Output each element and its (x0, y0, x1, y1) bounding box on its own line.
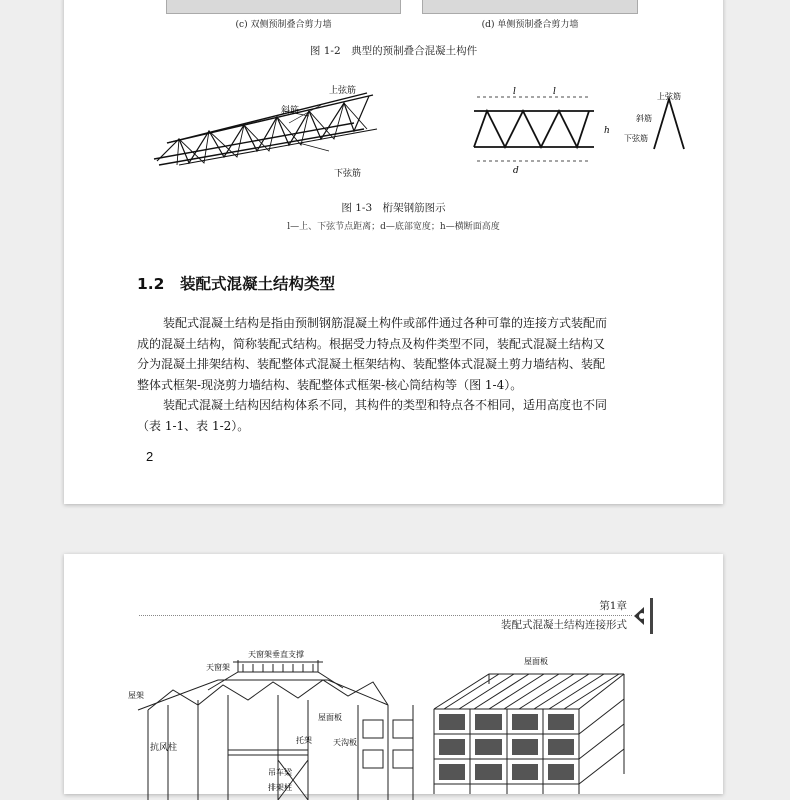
dimension-l-top: l (513, 87, 516, 97)
paragraph-1-line-4: 整体式框架-现浇剪力墙结构、装配整体式框架-核心筒结构等（图 1-4）。 (137, 377, 523, 392)
photo-caption-d: (d) 单侧预制叠合剪力墙 (481, 20, 579, 30)
figure-1-3-note: l—上、下弦节点距离；d—底部宽度；h—横断面高度 (287, 222, 500, 232)
body-paragraph-1 (137, 313, 672, 436)
label-lower-chord-left: 下弦筋 (334, 169, 362, 179)
dimension-l-top-2: l (553, 87, 556, 97)
paragraph-2-line-1: 装配式混凝土结构因结构体系不同，其构件的类型和特点各不相同，适用高度也不同 (163, 398, 608, 412)
paragraph-1-line-2: 成的混凝土结构，简称装配式结构。根据受力特点及构件类型不同，装配式混凝土结构又 (137, 336, 606, 351)
chapter-mark-icon (632, 598, 656, 634)
label-lower-chord-right: 下弦筋 (624, 134, 648, 143)
label-diagonal-left: 斜筋 (281, 106, 300, 116)
truss-elevation-drawing (474, 111, 594, 147)
label-diagonal-right: 斜筋 (636, 114, 652, 123)
label-skylight-bracing: 天窗架垂直支撑 (248, 650, 304, 659)
label-skylight-frame: 天窗架 (206, 663, 230, 672)
truss-section-drawing (654, 99, 684, 149)
bent-structure-drawing (128, 650, 418, 800)
dimension-d-bottom: d (513, 166, 519, 176)
label-upper-chord-right: 上弦筋 (657, 92, 681, 101)
label-crane-beam: 吊车梁 (268, 768, 292, 777)
photo-caption-c: (c) 双侧预制叠合剪力墙 (235, 20, 332, 30)
label-roof-slab: 屋面板 (318, 713, 342, 722)
chapter-header-number: 第1章 (599, 600, 627, 612)
page-number: 2 (146, 449, 154, 464)
photo-single-sided-shear-wall (422, 0, 638, 14)
header-divider (139, 615, 632, 616)
truss-rebar-figure (149, 81, 681, 186)
document-page-1 (64, 0, 723, 504)
label-truss-support: 托架 (296, 736, 312, 745)
label-gable-column: 抗风柱 (150, 743, 178, 753)
frame-structure-drawing (429, 654, 629, 794)
document-page-2 (64, 554, 723, 794)
chapter-header-title: 装配式混凝土结构连接形式 (501, 619, 627, 631)
figure-1-2-caption: 图 1-2 典型的预制叠合混凝土构件 (309, 45, 478, 57)
label-roof-slab-right: 屋面板 (524, 657, 548, 666)
paragraph-2-line-2: （表 1-1、表 1-2）。 (137, 418, 250, 433)
photo-double-sided-shear-wall (166, 0, 401, 14)
paragraph-1-line-3: 分为混凝土排架结构、装配整体式混凝土框架结构、装配整体式混凝土剪力墙结构、装配 (137, 357, 606, 371)
paragraph-1-line-1: 装配式混凝土结构是指由预制钢筋混凝土构件或部件通过各种可靠的连接方式装配而 (163, 316, 608, 330)
section-title-1-2: 1.2 装配式混凝土结构类型 (137, 275, 335, 293)
label-bent-column: 排架柱 (268, 783, 292, 792)
label-upper-chord-left: 上弦筋 (329, 86, 357, 96)
figure-1-3-caption: 图 1-3 桁架钢筋图示 (341, 202, 446, 214)
dimension-h: h (604, 126, 610, 136)
label-gutter: 天沟板 (333, 738, 357, 747)
truss-perspective-drawing (154, 93, 377, 165)
label-roof-truss: 屋架 (128, 691, 144, 700)
